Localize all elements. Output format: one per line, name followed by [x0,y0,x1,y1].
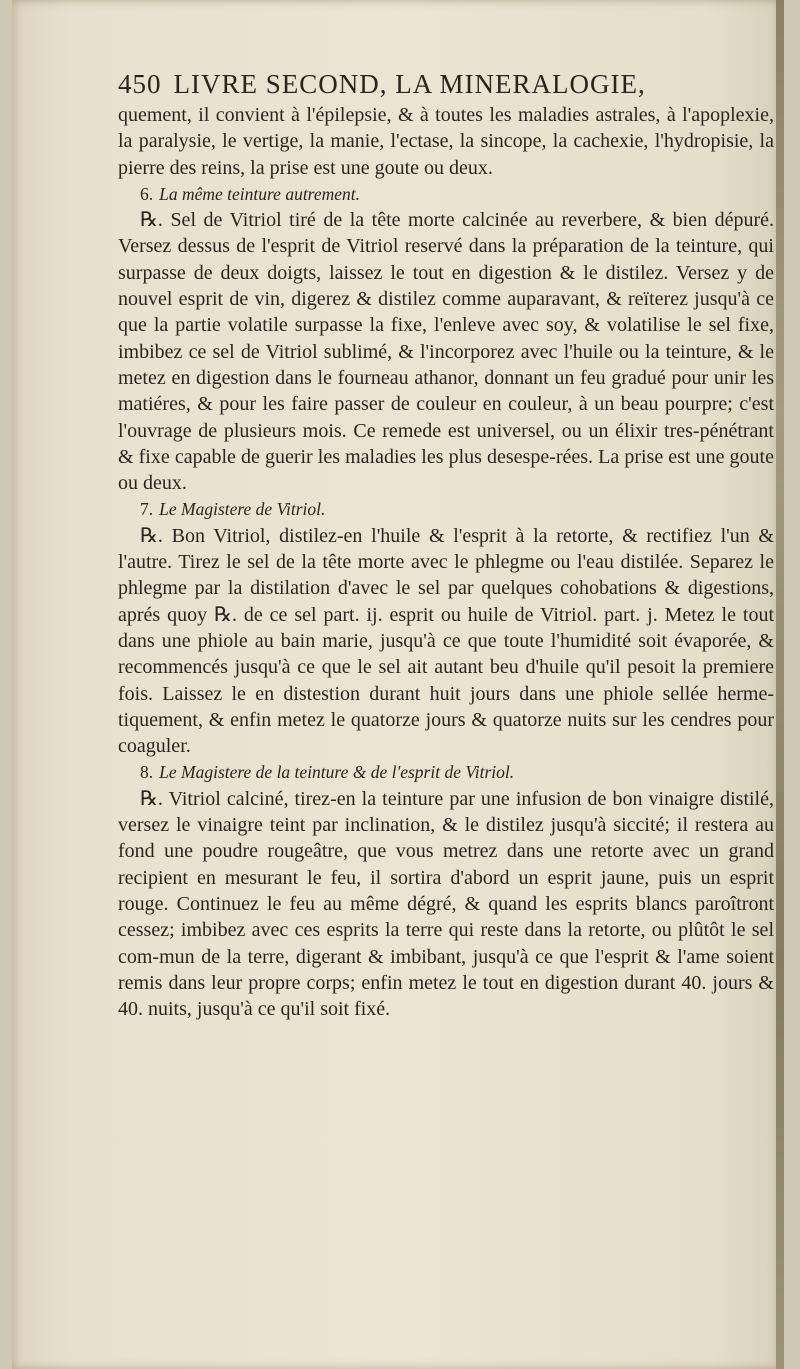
section-number: 8. [140,762,154,783]
section-heading-7 [118,496,774,522]
running-title: LIVRE SECOND, LA MINERALOGIE, [173,69,646,99]
book-page [12,0,784,1369]
text-block-continuation: quement, il convient à l'épilepsie, & à toutes les maladies astrales, à l'apoplexie, la paralysie, le vertige, la manie, l'ectase, la sincope, la cachexie, l'hydropisie, la pierre des reins, la prise est une goute ou deux. [118,104,774,179]
section-heading-6 [118,181,774,207]
recipe-paragraph-7: ℞. Bon Vitriol, distilez-en l'huile & l'esprit à la retorte, & rectifiez l'un & l'autre. Tirez le sel de la tête morte avec le phlegme ou l'eau distilée. Separez le phlegme par la distilation d'avec le sel par quelques cohobations & digestions, aprés quoy ℞. de ce sel part. ij. esprit ou huile de Vitriol. part. j. Metez le tout dans une phiole au bain marie, jusqu'à ce que toute l'humidité soit évaporée, & recommencés jusqu'à ce que le sel ait autant beu d'huile qu'il pesoit la premiere fois. Laissez le en distestion durant huit jours dans une phiole sellée herme-tiquement, & enfin metez le quatorze jours & quatorze nuits sur les cendres pour coaguler. [118,524,774,758]
section-number: 6. [140,183,154,204]
section-title: Le Magistere de la teinture & de l'esprit de Vitriol. [159,762,515,783]
section-title: Le Magistere de Vitriol. [159,499,326,520]
page-number: 450 [118,69,162,99]
page-content [118,68,774,1022]
recipe-paragraph-8: ℞. Vitriol calciné, tirez-en la teinture par une infusion de bon vinaigre distilé, versez le vinaigre teint par inclination, & le distilez jusqu'à siccité; il restera au fond une poudre rougeâtre, que vous metrez dans une retorte avec un grand recipient en mesurant le feu, il sortira d'abord un esprit jaune, puis un esprit rouge. Continuez le feu au même dégré, & quand les esprits blancs paroîtront cessez; imbibez avec ces esprits la terre qui reste dans la retorte, ou plûtôt le sel com-mun de la terre, digerant & imbibant, jusqu'à ce que l'esprit & l'ame soient remis dans leur propre corps; enfin metez le tout en digestion durant 40. jours & 40. nuits, jusqu'à ce qu'il soit fixé. [118,787,774,1021]
page-edge-shadow [776,0,784,1369]
recipe-paragraph-6: ℞. Sel de Vitriol tiré de la tête morte calcinée au reverbere, & bien dépuré. Versez dessus de l'esprit de Vitriol reservé dans la préparation de la teinture, qui surpasse de deux doigts, laissez le tout en digestion & le distilez. Versez y de nouvel esprit de vin, digerez & distilez comme auparavant, & reïterez jusqu'à ce que la partie volatile surpasse la fixe, l'enleve avec soy, & volatilise le sel fixe, imbibez ce sel de Vitriol sublimé, & l'incorporez avec l'huile ou la teinture, & le metez en digestion dans le fourneau athanor, donnant un feu gradué pour unir les matiéres, & pour les faire passer de couleur en couleur, à un beau pourpre; c'est l'ouvrage de plusieurs mois. Ce remede est universel, ou un élixir tres-pénétrant & fixe capable de guerir les maladies les plus desespe-rées. La prise est une goute ou deux. [118,209,774,495]
section-number: 7. [140,499,154,520]
section-heading-8 [118,759,774,785]
section-title: La même teinture autrement. [159,183,361,204]
running-header [118,68,774,102]
